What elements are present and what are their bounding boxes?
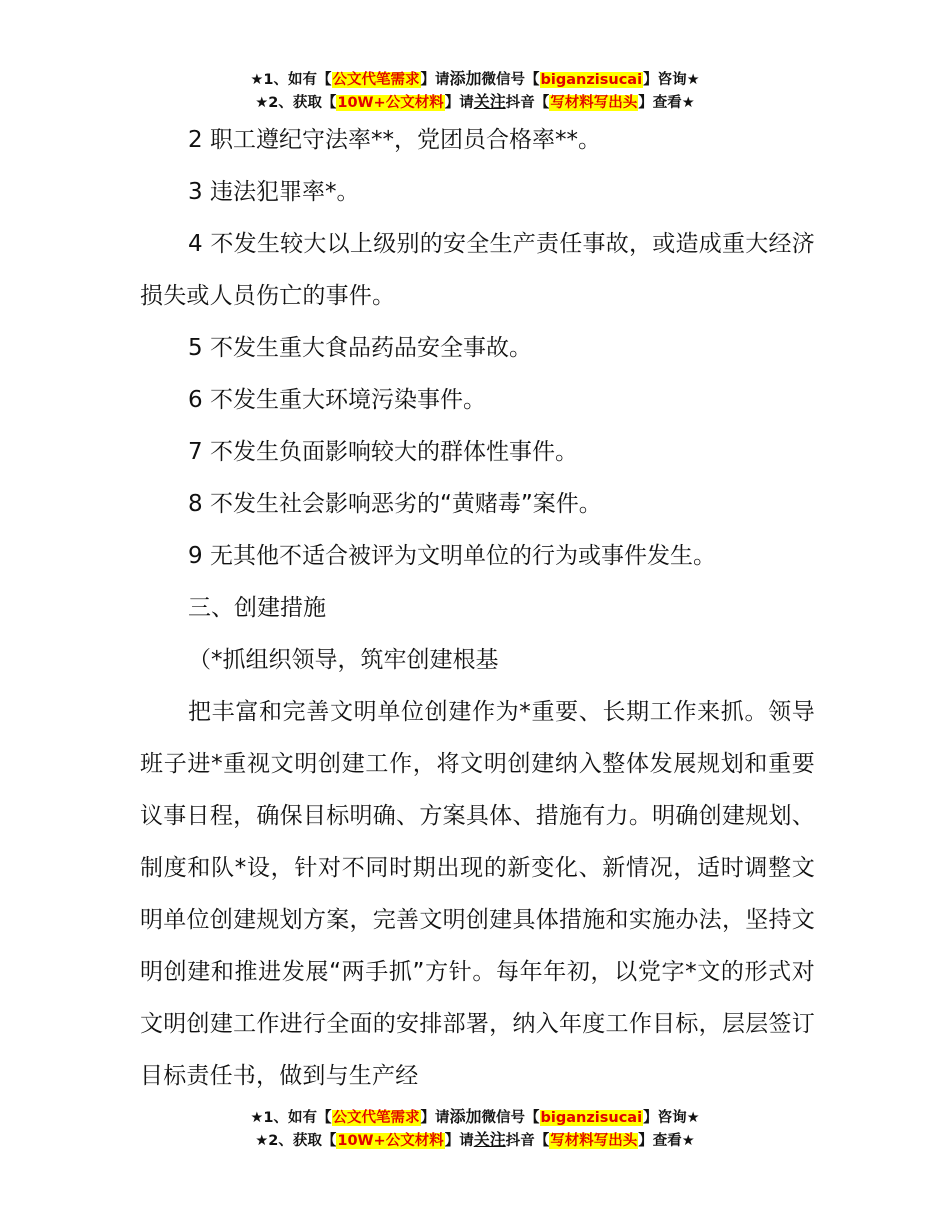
- list-item: 9 无其他不适合被评为文明单位的行为或事件发生。: [188, 543, 716, 569]
- banner-highlight: 10W+公文材料: [337, 95, 444, 111]
- list-item: 5 不发生重大食品药品安全事故。: [188, 335, 532, 361]
- banner-line-1: [0, 1106, 950, 1129]
- banner-text: 抖音【: [505, 1133, 550, 1149]
- banner-text: ★1、如有【: [250, 72, 332, 88]
- subsection-heading: （*抓组织领导，筑牢创建根基: [188, 647, 499, 673]
- banner-text: 】请: [444, 1133, 474, 1149]
- list-item: 3 违法犯罪率*。: [188, 179, 360, 205]
- banner-text: 】请: [420, 72, 450, 88]
- banner-text-emphasis: 关注: [473, 92, 506, 111]
- banner-text: 微信号【: [481, 1110, 540, 1126]
- banner-line-2: [0, 91, 950, 114]
- banner-wechat-id: biganzisucai: [540, 72, 643, 88]
- banner-highlight: 公文代笔需求: [332, 72, 420, 88]
- banner-text: 】请: [420, 1110, 450, 1126]
- banner-line-2: [0, 1129, 950, 1152]
- banner-text: 】查看★: [638, 1133, 695, 1149]
- banner-line-1: [0, 68, 950, 91]
- banner-wechat-id: biganzisucai: [540, 1110, 643, 1126]
- banner-text: 】请: [444, 95, 474, 111]
- banner-text: ★2、获取【: [255, 1133, 337, 1149]
- section-heading: 三、创建措施: [188, 595, 326, 621]
- header-banner: [0, 68, 950, 114]
- banner-text-emphasis: 添加: [449, 1107, 482, 1126]
- banner-highlight: 10W+公文材料: [337, 1133, 444, 1149]
- list-item: 7 不发生负面影响较大的群体性事件。: [188, 439, 578, 465]
- banner-highlight: 写材料写出头: [550, 95, 638, 111]
- list-item: 6 不发生重大环境污染事件。: [188, 387, 486, 413]
- banner-text: ★1、如有【: [250, 1110, 332, 1126]
- banner-text: ★2、获取【: [255, 95, 337, 111]
- banner-text-emphasis: 关注: [473, 1130, 506, 1149]
- list-item: 4 不发生较大以上级别的安全生产责任事故，或造成重大经济损失或人员伤亡的事件。: [140, 231, 815, 309]
- banner-highlight: 公文代笔需求: [332, 1110, 420, 1126]
- banner-highlight: 写材料写出头: [550, 1133, 638, 1149]
- banner-text: 】咨询★: [643, 72, 700, 88]
- list-item: 2 职工遵纪守法率**，党团员合格率**。: [188, 127, 601, 153]
- banner-text-emphasis: 添加: [449, 69, 482, 88]
- banner-text: 抖音【: [505, 95, 550, 111]
- footer-banner: [0, 1106, 950, 1152]
- banner-text: 微信号【: [481, 72, 540, 88]
- banner-text: 】咨询★: [643, 1110, 700, 1126]
- list-item: 8 不发生社会影响恶劣的“黄赌毒”案件。: [188, 491, 602, 517]
- banner-text: 】查看★: [638, 95, 695, 111]
- document-body: [140, 114, 815, 1102]
- body-paragraph: 把丰富和完善文明单位创建作为*重要、长期工作来抓。领导班子进*重视文明创建工作，将文明创建纳入整体发展规划和重要议事日程，确保目标明确、方案具体、措施有力。明确创建规划、制度和队*设，针对不同时期出现的新变化、新情况，适时调整文明单位创建规划方案，完善文明创建具体措施和实施办法，坚持文明创建和推进发展“两手抓”方针。每年年初，以党字*文的形式对文明创建工作进行全面的安排部署，纳入年度工作目标，层层签订目标责任书，做到与生产经: [140, 699, 815, 1089]
